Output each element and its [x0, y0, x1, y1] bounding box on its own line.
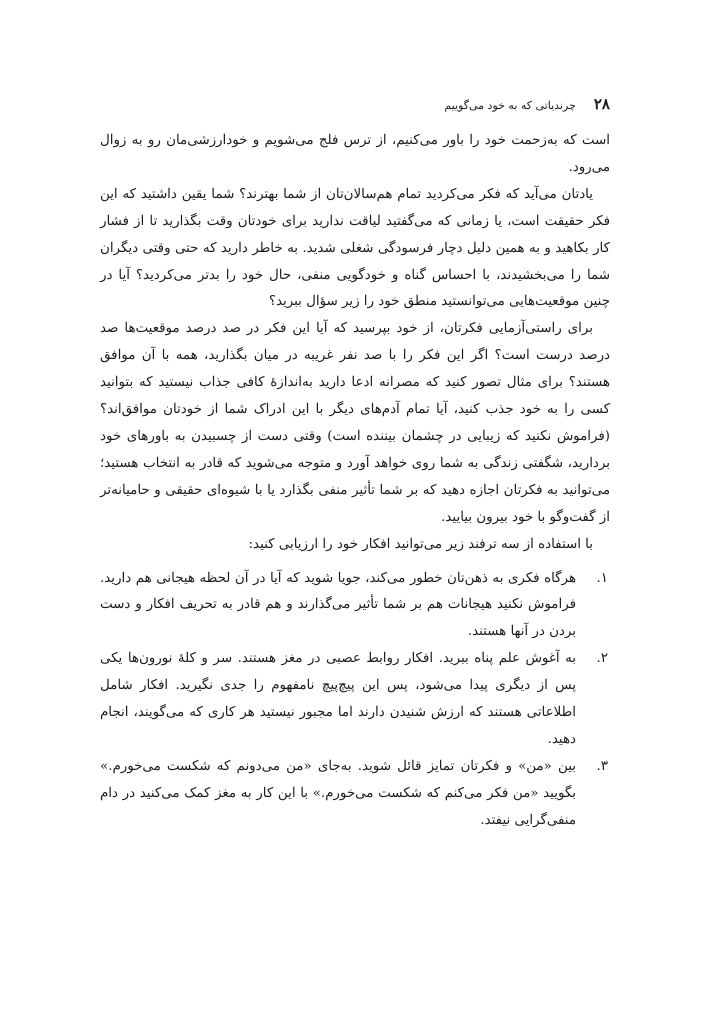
- paragraph-continuation: است که به‌زحمت خود را باور می‌کنیم، از ترس فلج می‌شویم و خودارزشی‌مان رو به زوال می‌رود.: [100, 133, 610, 175]
- running-title: چرندیاتی که به خود می‌گوییم: [444, 99, 576, 112]
- paragraph: یادتان می‌آید که فکر می‌کردید تمام هم‌سالان‌تان از شما بهترند؟ شما یقین داشتید که این فکر حقیقت است، یا زمانی که می‌گفتید لیاقت ندارید برای خودتان وقت بگذارید تا از فشار کار بکاهید و به همین دلیل دچار فرسودگی شغلی شدید. به خاطر دارید که حتی وقتی دیگران شما را می‌بخشیدند، با احساس گناه و خودگویی منفی، حال خود را بدتر می‌کردید؟ آیا در چنین موقعیت‌هایی می‌توانستید منطق خود را زیر سؤال ببرید؟: [100, 186, 610, 310]
- list-item-number: ۲.: [596, 651, 608, 667]
- page-number: ۲۸: [593, 95, 610, 113]
- paragraph: برای راستی‌آزمایی فکرتان، از خود بپرسید که آیا این فکر در صد درصد موقعیت‌ها صد درصد درست است؟ اگر این فکر را با صد نفر غریبه در میان بگذارید، همه با آن موافق هستند؟ برای مثال تصور کنید که مصرانه ادعا دارید به‌اندازهٔ کافی جذاب نیستید که بتوانید کسی را به خود جذب کنید، آیا تمام آدم‌های دیگر با این ادراک شما از خودتان موافق‌اند؟ (فراموش نکنید که زیبایی در چشمان بیننده است) وقتی دست از چسبیدن به باورهای خود بردارید، شگفتی زندگی به شما روی خواهد آورد و متوجه می‌شوید که قادر به انتخاب هستید؛ می‌توانید به فکرتان اجازه دهید که بر شما تأثیر منفی بگذارد یا با شیوه‌ای حقیقی و حامیانه‌تر از گفت‌وگو با خود بیرون بیایید.: [100, 321, 610, 525]
- list-item-text: به آغوش علم پناه ببرید. افکار روابط عصبی در مغز هستند. سر و کلهٔ نورون‌ها یکی پس از دیگری پیدا می‌شود، پس این پیچ‌پیچ نامفهوم را جدی نگیرید. افکار شامل اطلاعاتی هستند که ارزش شنیدن دارند اما مجبور نیستید هر کاری که می‌گویند، انجام دهید.: [100, 651, 576, 747]
- tips-list: [100, 566, 610, 835]
- list-item-text: بین «من» و فکرتان تمایز قائل شوید. به‌جای «من می‌دونم که شکست می‌خورم.» بگویید «من فکر می‌کنم که شکست می‌خورم.» با این کار به مغز کمک می‌کنید در دام منفی‌گرایی نیفتد.: [100, 758, 576, 828]
- list-item-number: ۳.: [596, 758, 608, 774]
- list-item: [100, 566, 610, 647]
- list-item-text: هرگاه فکری به ذهن‌تان خطور می‌کند، جویا شوید که آیا در آن لحظه هیجانی هم دارید. فراموش نکنید هیجانات هم بر شما تأثیر می‌گذارند و هم قادر به تحریف افکار و دست بردن در آنها هستند.: [100, 570, 576, 640]
- running-header: [100, 95, 610, 115]
- list-item: [100, 646, 610, 754]
- list-item: [100, 754, 610, 835]
- body-text: [100, 128, 610, 835]
- list-intro: با استفاده از سه ترفند زیر می‌توانید افکار خود را ارزیابی کنید:: [248, 536, 593, 552]
- list-item-number: ۱.: [596, 570, 608, 586]
